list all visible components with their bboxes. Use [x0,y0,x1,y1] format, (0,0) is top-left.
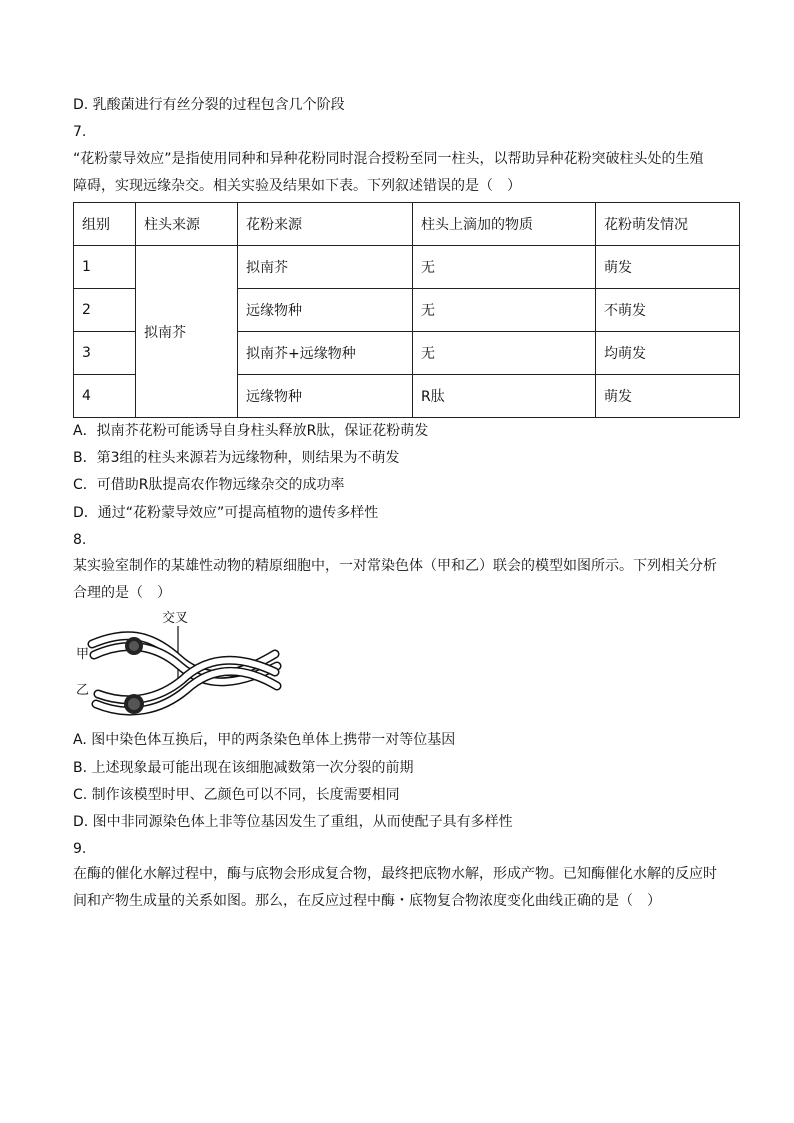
q7-results-table [73,202,740,418]
header-substance: 柱头上滴加的物质 [413,203,596,246]
centromere-jia-inner [129,641,139,651]
chromosome-synapsis-figure [70,608,285,726]
q7-option-d: D．通过“花粉蒙导效应”可提高植物的遗传多样性 [73,505,379,521]
q9-number: 9. [73,841,87,857]
q7-number: 7. [73,124,87,140]
q8-option-c: C. 制作该模型时甲、乙颜色可以不同，长度需要相同 [73,787,400,803]
q7-option-b: B．第3组的柱头来源若为远缘物种，则结果为不萌发 [73,450,400,466]
q7-stem-line1: “花粉蒙导效应”是指使用同种和异种花粉同时混合授粉至同一柱头，以帮助异种花粉突破柱头处的生殖 [73,151,704,167]
q8-option-a: A. 图中染色体互换后，甲的两条染色单体上携带一对等位基因 [73,732,456,748]
q9-stem-line2: 间和产物生成量的关系如图。那么，在反应过程中酶・底物复合物浓度变化曲线正确的是（ ） [73,893,661,909]
cell-result: 不萌发 [596,289,740,332]
cell-pollen: 远缘物种 [238,289,413,332]
cell-substance: 无 [413,289,596,332]
q7-stem-line2: 障碍，实现远缘杂交。相关实验及结果如下表。下列叙述错误的是（ ） [73,178,521,194]
q8-number: 8. [73,532,87,548]
table-row [74,246,740,289]
cell-group: 2 [74,289,136,332]
q7-option-a: A．拟南芥花粉可能诱导自身柱头释放R肽，保证花粉萌发 [73,423,429,439]
figure-label-cross: 交叉 [162,611,189,626]
q8-stem-line2: 合理的是（ ） [73,585,171,601]
q7-option-c: C．可借助R肽提高农作物远缘杂交的成功率 [73,477,345,493]
cell-stigma-source: 拟南芥 [136,246,238,418]
header-group: 组别 [74,203,136,246]
cell-result: 均萌发 [596,332,740,375]
figure-label-yi: 乙 [76,683,90,698]
cell-result: 萌发 [596,246,740,289]
header-pollen-source: 花粉来源 [238,203,413,246]
cell-pollen: 拟南芥 [238,246,413,289]
q6-option-d: D. 乳酸菌进行有丝分裂的过程包含几个阶段 [73,97,345,113]
header-germination: 花粉萌发情况 [596,203,740,246]
cell-substance: 无 [413,332,596,375]
cell-pollen: 拟南芥+远缘物种 [238,332,413,375]
cell-substance: 无 [413,246,596,289]
cell-result: 萌发 [596,375,740,418]
header-stigma-source: 柱头来源 [136,203,238,246]
table-header-row [74,203,740,246]
figure-label-jia: 甲 [76,647,90,662]
q8-stem-line1: 某实验室制作的某雄性动物的精原细胞中，一对常染色体（甲和乙）联会的模型如图所示。下列相关分析 [73,558,717,574]
cell-pollen: 远缘物种 [238,375,413,418]
centromere-yi-inner [128,698,140,710]
cell-substance: R肽 [413,375,596,418]
cell-group: 3 [74,332,136,375]
cell-group: 1 [74,246,136,289]
q8-option-b: B. 上述现象最可能出现在该细胞减数第一次分裂的前期 [73,760,414,776]
cell-group: 4 [74,375,136,418]
q8-option-d: D. 图中非同源染色体上非等位基因发生了重组，从而使配子具有多样性 [73,814,513,830]
q9-stem-line1: 在酶的催化水解过程中，酶与底物会形成复合物，最终把底物水解，形成产物。已知酶催化水解的反应时 [73,866,717,882]
